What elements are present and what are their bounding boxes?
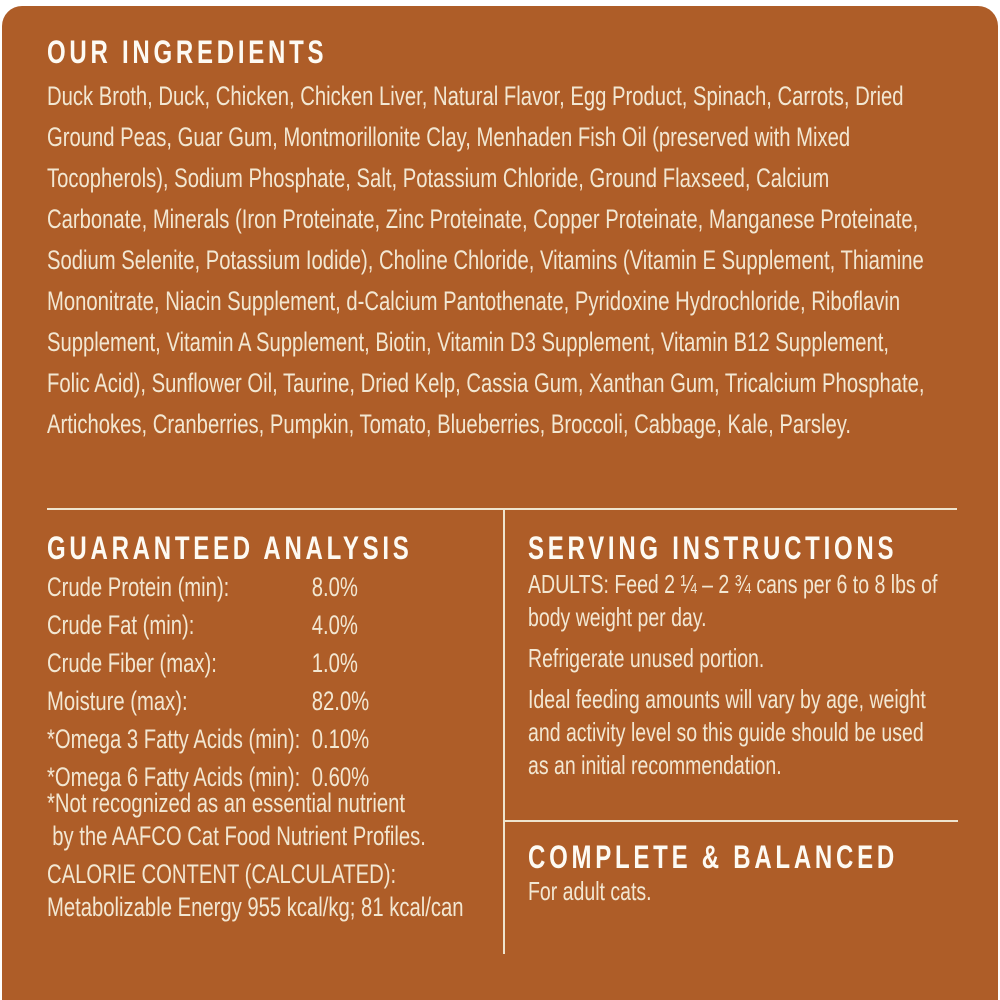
table-row bbox=[47, 606, 497, 644]
nutrient-value: 4.0% bbox=[311, 610, 358, 640]
table-row bbox=[47, 568, 497, 606]
complete-balanced-heading-text: COMPLETE & BALANCED bbox=[528, 839, 898, 875]
serving-paragraph-ideal-amounts: Ideal feeding amounts will vary by age, weight and activity level so this guide should be used as an initial recommendation. bbox=[528, 684, 926, 780]
table-row bbox=[47, 720, 497, 758]
footnote-line: *Not recognized as an essential nutrient bbox=[47, 788, 405, 818]
nutrient-value: 8.0% bbox=[311, 572, 358, 602]
nutrient-value: 82.0% bbox=[311, 686, 370, 716]
footnote-line: by the AAFCO Cat Food Nutrient Profiles. bbox=[52, 821, 426, 851]
guaranteed-analysis-heading-text: GUARANTEED ANALYSIS bbox=[47, 530, 413, 566]
nutrient-value: 0.60% bbox=[311, 762, 370, 792]
calorie-content-heading: CALORIE CONTENT (CALCULATED): bbox=[47, 859, 397, 889]
nutrient-value: 1.0% bbox=[311, 648, 358, 678]
serving-instructions-heading bbox=[528, 530, 1000, 566]
serving-instructions-heading-text: SERVING INSTRUCTIONS bbox=[528, 530, 898, 566]
nutrient-label: *Omega 3 Fatty Acids (min): bbox=[47, 724, 301, 754]
nutrient-label: *Omega 6 Fatty Acids (min): bbox=[47, 762, 301, 792]
aafco-footnote bbox=[47, 787, 497, 853]
nutrient-value: 0.10% bbox=[311, 724, 370, 754]
nutrient-label: Crude Fat (min): bbox=[47, 610, 195, 640]
table-row bbox=[47, 682, 497, 720]
ingredients-list bbox=[47, 76, 927, 445]
ingredients-list-text: Duck Broth, Duck, Chicken, Chicken Liver, Natural Flavor, Egg Product, Spinach, Carrots, Dried Ground Peas, Guar Gum, Montmorillonite Clay, Menhaden Fish Oil (preserved with Mixed Tocopherols), Sodium Phosphate, Salt, Potassium Chloride, Ground Flaxseed, Calcium Carbonate, Minerals (Iron Proteinate, Zinc Proteinate, Copper Proteinate, Manganese Proteinate, Sodium Selenite, Potassium Iodide), Choline Chloride, Vitamins (Vitamin E Supplement, Thiamine Mononitrate, Niacin Supplement, d-Calcium Pantothenate, Pyridoxine Hydrochloride, Riboflavin Supplement, Vitamin A Supplement, Biotin, Vitamin D3 Supplement, Vitamin B12 Supplement, Folic Acid), Sunflower Oil, Taurine, Dried Kelp, Cassia Gum, Xanthan Gum, Tricalcium Phosphate, Artichokes, Cranberries, Pumpkin, Tomato, Blueberries, Broccoli, Cabbage, Kale, Parsley. bbox=[47, 81, 925, 439]
table-row bbox=[47, 644, 497, 682]
nutrient-label: Crude Fiber (max): bbox=[47, 648, 217, 678]
complete-balanced-subtext bbox=[528, 875, 940, 908]
serving-paragraph-refrigerate: Refrigerate unused portion. bbox=[528, 643, 765, 673]
complete-balanced-heading bbox=[528, 839, 1000, 875]
ingredients-section-heading bbox=[47, 34, 421, 70]
vertical-column-divider bbox=[503, 510, 505, 954]
serving-instructions-body bbox=[528, 568, 940, 790]
guaranteed-analysis-table bbox=[47, 568, 497, 796]
nutrient-label: Crude Protein (min): bbox=[47, 572, 230, 602]
nutrient-label: Moisture (max): bbox=[47, 686, 188, 716]
horizontal-divider-complete-balanced bbox=[503, 820, 958, 822]
serving-paragraph-adults: ADULTS: Feed 2 ¼ – 2 ¾ cans per 6 to 8 lbs of body weight per day. bbox=[528, 569, 938, 632]
calorie-content-block bbox=[47, 858, 497, 924]
horizontal-divider-top bbox=[47, 508, 957, 510]
ingredients-heading-text: OUR INGREDIENTS bbox=[47, 34, 328, 70]
calorie-content-value: Metabolizable Energy 955 kcal/kg; 81 kcal/can bbox=[47, 892, 464, 922]
for-adult-cats-text: For adult cats. bbox=[528, 876, 652, 906]
guaranteed-analysis-heading bbox=[47, 530, 534, 566]
pet-food-label-panel bbox=[2, 6, 998, 1000]
